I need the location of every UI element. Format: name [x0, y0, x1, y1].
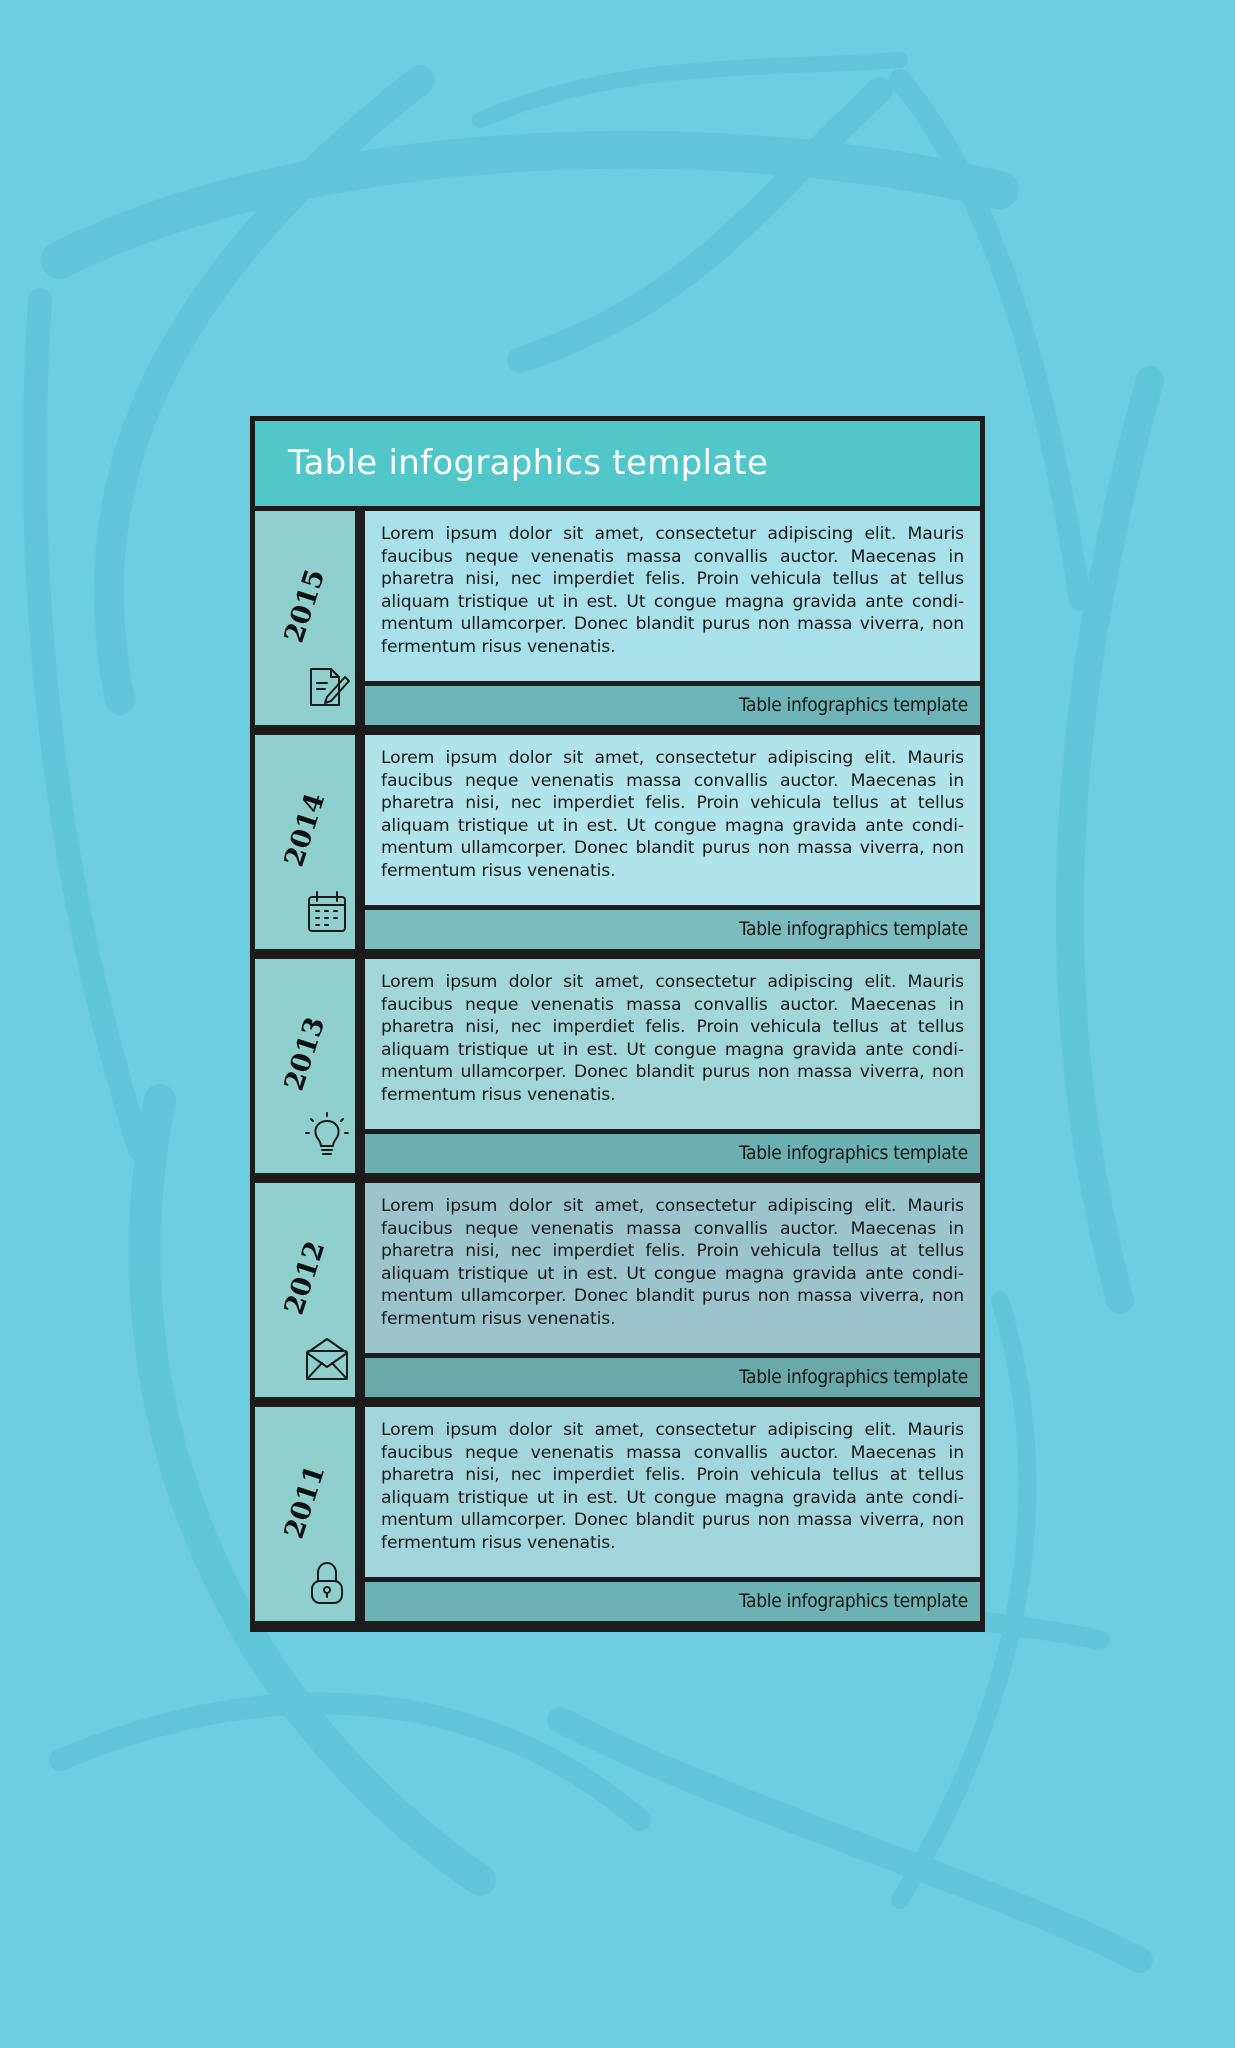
calendar-icon	[303, 887, 351, 935]
padlock-icon	[303, 1559, 351, 1607]
year-label: 2012	[278, 1237, 332, 1319]
footer-cell	[365, 1358, 980, 1397]
year-label: 2013	[278, 1013, 332, 1095]
text-cell	[365, 959, 980, 1129]
table-row-2015	[255, 511, 980, 725]
lightbulb-icon	[303, 1111, 351, 1159]
row-body-text: Lorem ipsum dolor sit amet, consectetur adipiscing elit. Mauris faucibus neque venenatis massa convallis auctor. Maecenas in pharetra nisi, nec imperdiet felis. Proin vehicula tellus at tellus aliquam tristique ut in est. Ut congue magna gravida ante condi-mentum ullamcorper. Donec blandit purus non massa viverra, non fermentum risus venenatis.	[381, 1196, 964, 1329]
year-cell	[255, 959, 355, 1173]
footer-cell	[365, 1134, 980, 1173]
row-body-text: Lorem ipsum dolor sit amet, consectetur adipiscing elit. Mauris faucibus neque venenatis massa convallis auctor. Maecenas in pharetra nisi, nec imperdiet felis. Proin vehicula tellus at tellus aliquam tristique ut in est. Ut congue magna gravida ante condi-mentum ullamcorper. Donec blandit purus non massa viverra, non fermentum risus venenatis.	[381, 748, 964, 881]
row-footer-label: Table infographics template	[739, 1366, 968, 1388]
lightbulb-icon	[303, 1111, 351, 1159]
year-cell	[255, 1407, 355, 1621]
year-label: 2014	[278, 789, 332, 871]
row-footer-label: Table infographics template	[739, 694, 968, 716]
footer-cell	[365, 1582, 980, 1621]
table-row-2011	[255, 1407, 980, 1621]
table-row-2013	[255, 959, 980, 1173]
footer-cell	[365, 686, 980, 725]
text-cell	[365, 1183, 980, 1353]
calendar-icon	[303, 887, 351, 935]
row-footer-label: Table infographics template	[739, 1590, 968, 1612]
text-cell	[365, 735, 980, 905]
header-bar	[255, 421, 980, 506]
footer-cell	[365, 910, 980, 949]
document-pencil-icon	[303, 663, 351, 711]
year-cell	[255, 1183, 355, 1397]
envelope-icon	[303, 1335, 351, 1383]
document-pencil-icon	[303, 663, 351, 711]
text-cell	[365, 511, 980, 681]
row-body-text: Lorem ipsum dolor sit amet, consectetur adipiscing elit. Mauris faucibus neque venenatis massa convallis auctor. Maecenas in pharetra nisi, nec imperdiet felis. Proin vehicula tellus at tellus aliquam tristique ut in est. Ut congue magna gravida ante condi-mentum ullamcorper. Donec blandit purus non massa viverra, non fermentum risus venenatis.	[381, 972, 964, 1105]
table-infographic	[250, 416, 985, 1632]
year-cell	[255, 511, 355, 725]
envelope-icon	[303, 1335, 351, 1383]
padlock-icon	[303, 1559, 351, 1607]
year-label: 2015	[278, 565, 332, 647]
text-cell	[365, 1407, 980, 1577]
table-row-2012	[255, 1183, 980, 1397]
row-footer-label: Table infographics template	[739, 1142, 968, 1164]
table-row-2014	[255, 735, 980, 949]
row-footer-label: Table infographics template	[739, 918, 968, 940]
page-title: Table infographics template	[288, 443, 769, 483]
year-cell	[255, 735, 355, 949]
row-body-text: Lorem ipsum dolor sit amet, consectetur adipiscing elit. Mauris faucibus neque venenatis massa convallis auctor. Maecenas in pharetra nisi, nec imperdiet felis. Proin vehicula tellus at tellus aliquam tristique ut in est. Ut congue magna gravida ante condi-mentum ullamcorper. Donec blandit purus non massa viverra, non fermentum risus venenatis.	[381, 524, 964, 657]
year-label: 2011	[278, 1461, 332, 1543]
row-body-text: Lorem ipsum dolor sit amet, consectetur adipiscing elit. Mauris faucibus neque venenatis massa convallis auctor. Maecenas in pharetra nisi, nec imperdiet felis. Proin vehicula tellus at tellus aliquam tristique ut in est. Ut congue magna gravida ante condi-mentum ullamcorper. Donec blandit purus non massa viverra, non fermentum risus venenatis.	[381, 1420, 964, 1553]
